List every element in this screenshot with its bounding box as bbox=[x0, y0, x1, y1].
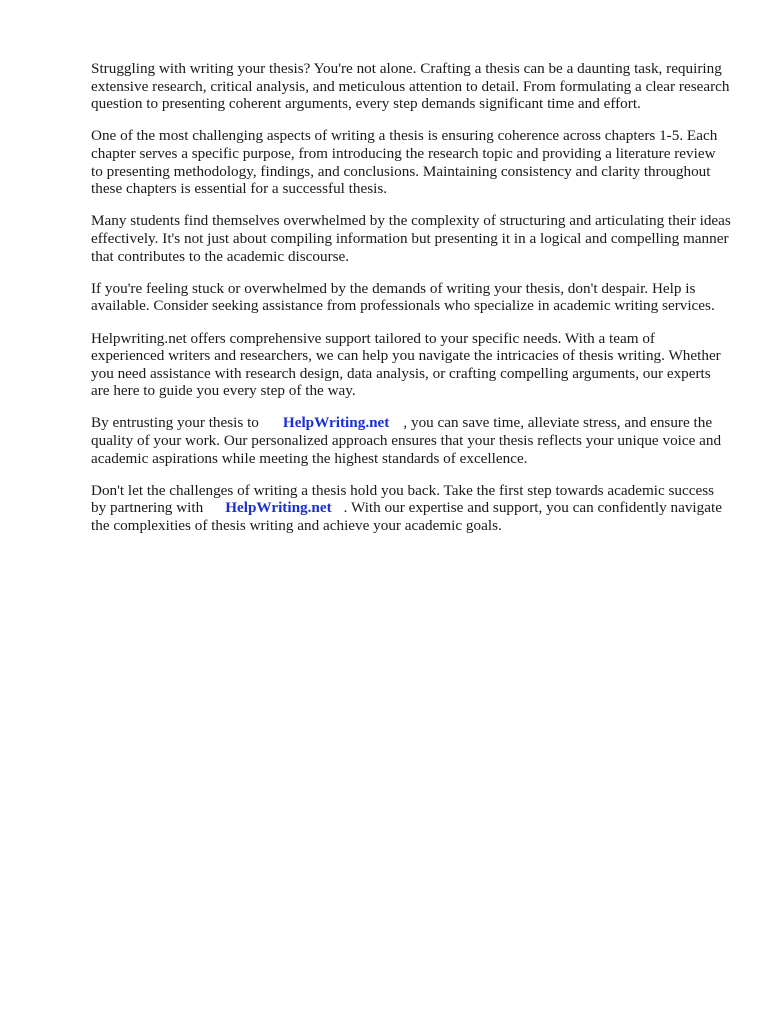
paragraph-intro: Struggling with writing your thesis? You're not alone. Crafting a thesis can be a daunting task, requiring extensive research, critical analysis, and meticulous attention to detail. From formulating a clear research question to presenting coherent arguments, every step demands significant time and effort. bbox=[91, 60, 730, 113]
helpwriting-link-closing[interactable]: HelpWriting.net bbox=[225, 499, 332, 517]
paragraph-helpwriting-offer: Helpwriting.net offers comprehensive support tailored to your specific needs. With a team of experienced writers and researchers, we can help you navigate the intricacies of thesis writing. Whether you need assistance with research design, data analysis, or crafting compelling arguments, our experts are here to guide you every step of the way. bbox=[91, 329, 721, 400]
paragraph-closing bbox=[91, 482, 731, 535]
paragraph-closing-before: Don't let the challenges of writing a thesis hold you back. Take the first step towards academic success by partnering with bbox=[91, 481, 715, 517]
paragraph-coherence: One of the most challenging aspects of writing a thesis is ensuring coherence across chapters 1-5. Each chapter serves a specific purpose, from introducing the research topic and providing a literature review to presenting methodology, findings, and conclusions. Maintaining consistency and clarity throughout these chapters is essential for a successful thesis. bbox=[91, 127, 718, 198]
paragraph-entrusting-before: By entrusting your thesis to bbox=[91, 414, 259, 432]
helpwriting-link[interactable]: HelpWriting.net bbox=[282, 414, 390, 432]
paragraph-entrusting-after: , you can save time, alleviate stress, and ensure the quality of your work. Our personalized approach ensures that your thesis reflects your unique voice and academic aspirations while meeting the highest standards of excellence. bbox=[91, 414, 722, 467]
paragraph-complexity: Many students find themselves overwhelmed by the complexity of structuring and articulating their ideas effectively. It's not just about compiling information but presenting it in a logical and compelling manner that contributes to the academic discourse. bbox=[91, 212, 731, 265]
paragraph-help-available: If you're feeling stuck or overwhelmed by the demands of writing your thesis, don't despair. Help is available. Consider seeking assistance from professionals who specialize in academic writing services. bbox=[91, 279, 715, 315]
document-body bbox=[91, 60, 731, 549]
paragraph-closing-after: . With our expertise and support, you can confidently navigate the complexities of thesis writing and achieve your academic goals. bbox=[91, 499, 722, 535]
paragraph-entrusting bbox=[91, 414, 731, 467]
